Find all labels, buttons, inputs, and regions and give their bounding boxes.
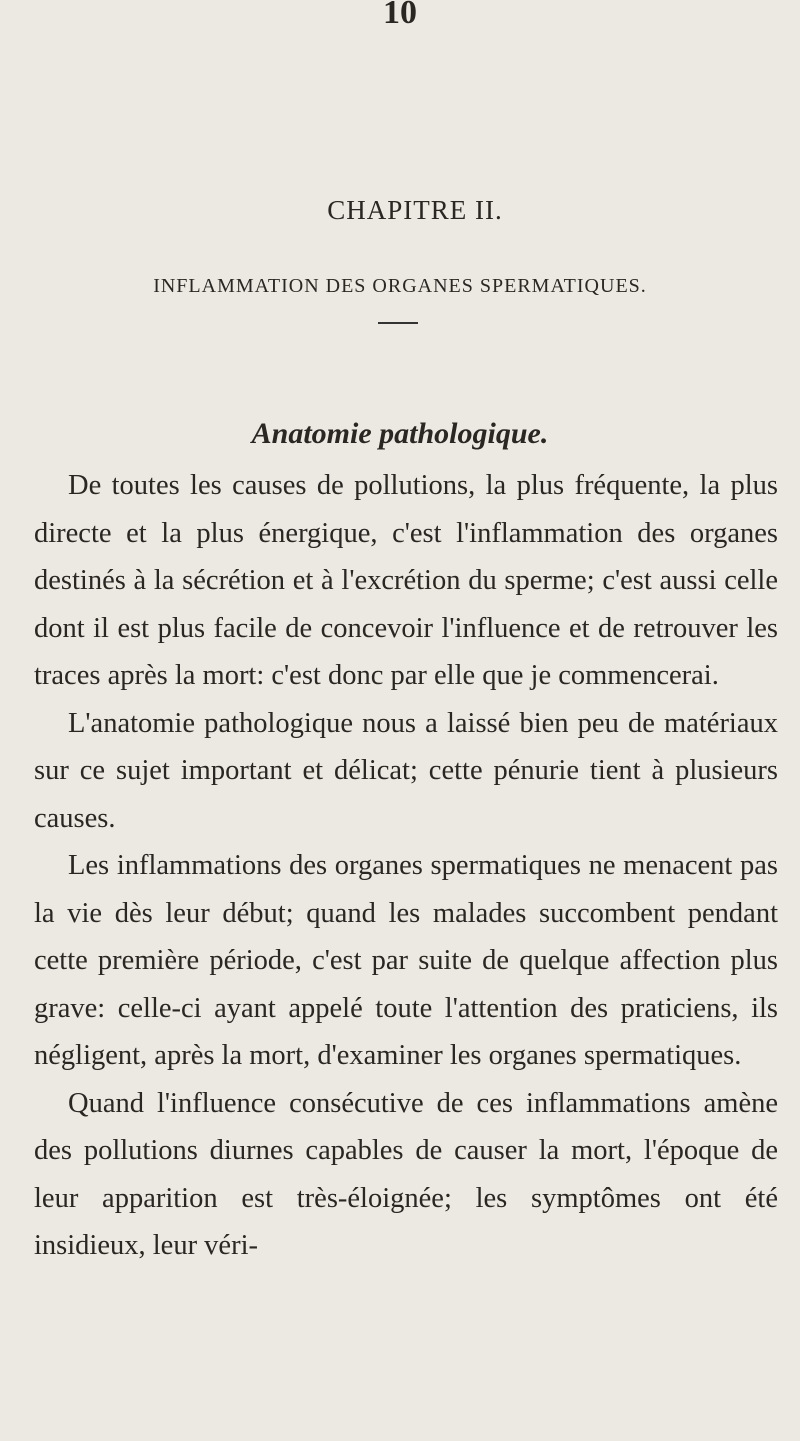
paragraph: Les inflammations des organes spermatiques ne menacent pas la vie dès leur début; quand les malades succombent pendant cette première période, c'est par suite de quelque affection plus grave: celle-ci ayant appelé toute l'attention des praticiens, ils négligent, après la mort, d'examiner les organes spermatiques. xyxy=(34,850,778,1071)
chapter-title: INFLAMMATION DES ORGANES SPERMATIQUES. xyxy=(153,275,647,297)
page-number: 10 xyxy=(383,0,417,31)
chapter-heading: CHAPITRE II. xyxy=(327,195,503,225)
paragraph: De toutes les causes de pollutions, la plus fréquente, la plus directe et la plus énergique, c'est l'inflammation des organes destinés à la sécrétion et à l'excrétion du sperme; c'est aussi celle dont il est plus facile de concevoir l'influence et de retrouver les traces après la mort: c'est donc par elle que je commencerai. xyxy=(34,470,778,691)
section-heading: Anatomie pathologique. xyxy=(251,417,549,450)
paragraph: L'anatomie pathologique nous a laissé bien peu de matériaux sur ce sujet important et délicat; cette pénurie tient à plusieurs causes. xyxy=(34,707,778,834)
divider xyxy=(378,322,418,324)
paragraph: Quand l'influence consécutive de ces inflammations amène des pollutions diurnes capables de causer la mort, l'époque de leur apparition est très-éloignée; les symptômes ont été insidieux, leur véri- xyxy=(34,1087,778,1261)
body-text xyxy=(34,462,778,1270)
